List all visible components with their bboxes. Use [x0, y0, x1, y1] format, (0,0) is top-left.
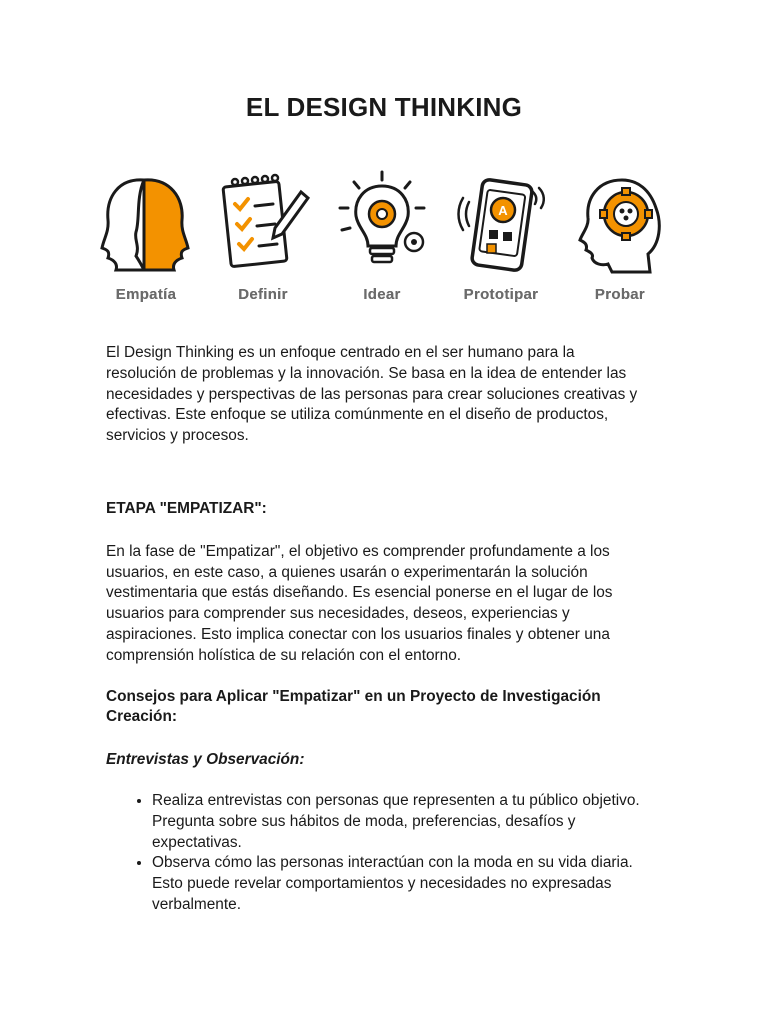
stage-prototipar	[441, 160, 561, 320]
stage-label: Idear	[363, 286, 401, 303]
section-paragraph: En la fase de "Empatizar", el objetivo es comprender profundamente a los usuarios, en este caso, a quienes usarán o experimentarán la solución vestimentaria que estás diseñando. Es esencial ponerse en el lugar de los usuarios para comprender sus necesidades, deseos, experiencias y aspiraciones. Esto implica conectar con los usuarios finales y obtener una comprensión holística de su relación con el entorno.	[106, 542, 613, 664]
checklist-notepad-icon	[213, 168, 313, 278]
intro-paragraph: El Design Thinking es un enfoque centrado en el ser humano para la resolución de problemas y la innovación. Se basa en la idea de entender las necesidades y perspectivas de las personas para crear soluciones creativas y efectivas. Este enfoque se utiliza comúnmente en el diseño de productos, servicios y procesos.	[106, 344, 638, 445]
list-item: • Realiza entrevistas con personas que representen a tu público objetivo. Pregunta sobre sus hábitos de moda, preferencias, desafíos y expectativas.	[152, 791, 646, 853]
stage-label: Empatía	[115, 286, 177, 303]
tips-heading: Consejos para Aplicar "Empatizar" en un Proyecto de Investigación Creación:	[106, 687, 601, 726]
section-heading: ETAPA "EMPATIZAR":	[106, 499, 267, 517]
stage-definir	[203, 160, 323, 320]
subheading: Entrevistas y Observación:	[106, 751, 305, 769]
document-body	[106, 343, 646, 916]
stage-label: Probar	[594, 286, 646, 303]
stage-label: Definir	[238, 286, 288, 303]
page-title: EL DESIGN THINKING	[245, 92, 523, 122]
stage-idear	[322, 160, 442, 320]
bullet-list	[106, 791, 646, 916]
list-item: • Observa cómo las personas interactúan con la moda en su vida diaria. Esto puede revelar comportamientos y necesidades no expresadas verbalmente.	[152, 853, 646, 915]
head-gear-icon	[570, 168, 670, 278]
stage-probar	[560, 160, 680, 320]
design-thinking-stages	[96, 160, 672, 320]
stage-label: Prototipar	[463, 286, 539, 303]
svg-text:A: A	[498, 203, 508, 218]
smartphone-icon	[451, 168, 551, 278]
lightbulb-gears-icon	[332, 168, 432, 278]
two-heads-icon	[96, 168, 196, 278]
stage-empatia	[86, 160, 206, 320]
